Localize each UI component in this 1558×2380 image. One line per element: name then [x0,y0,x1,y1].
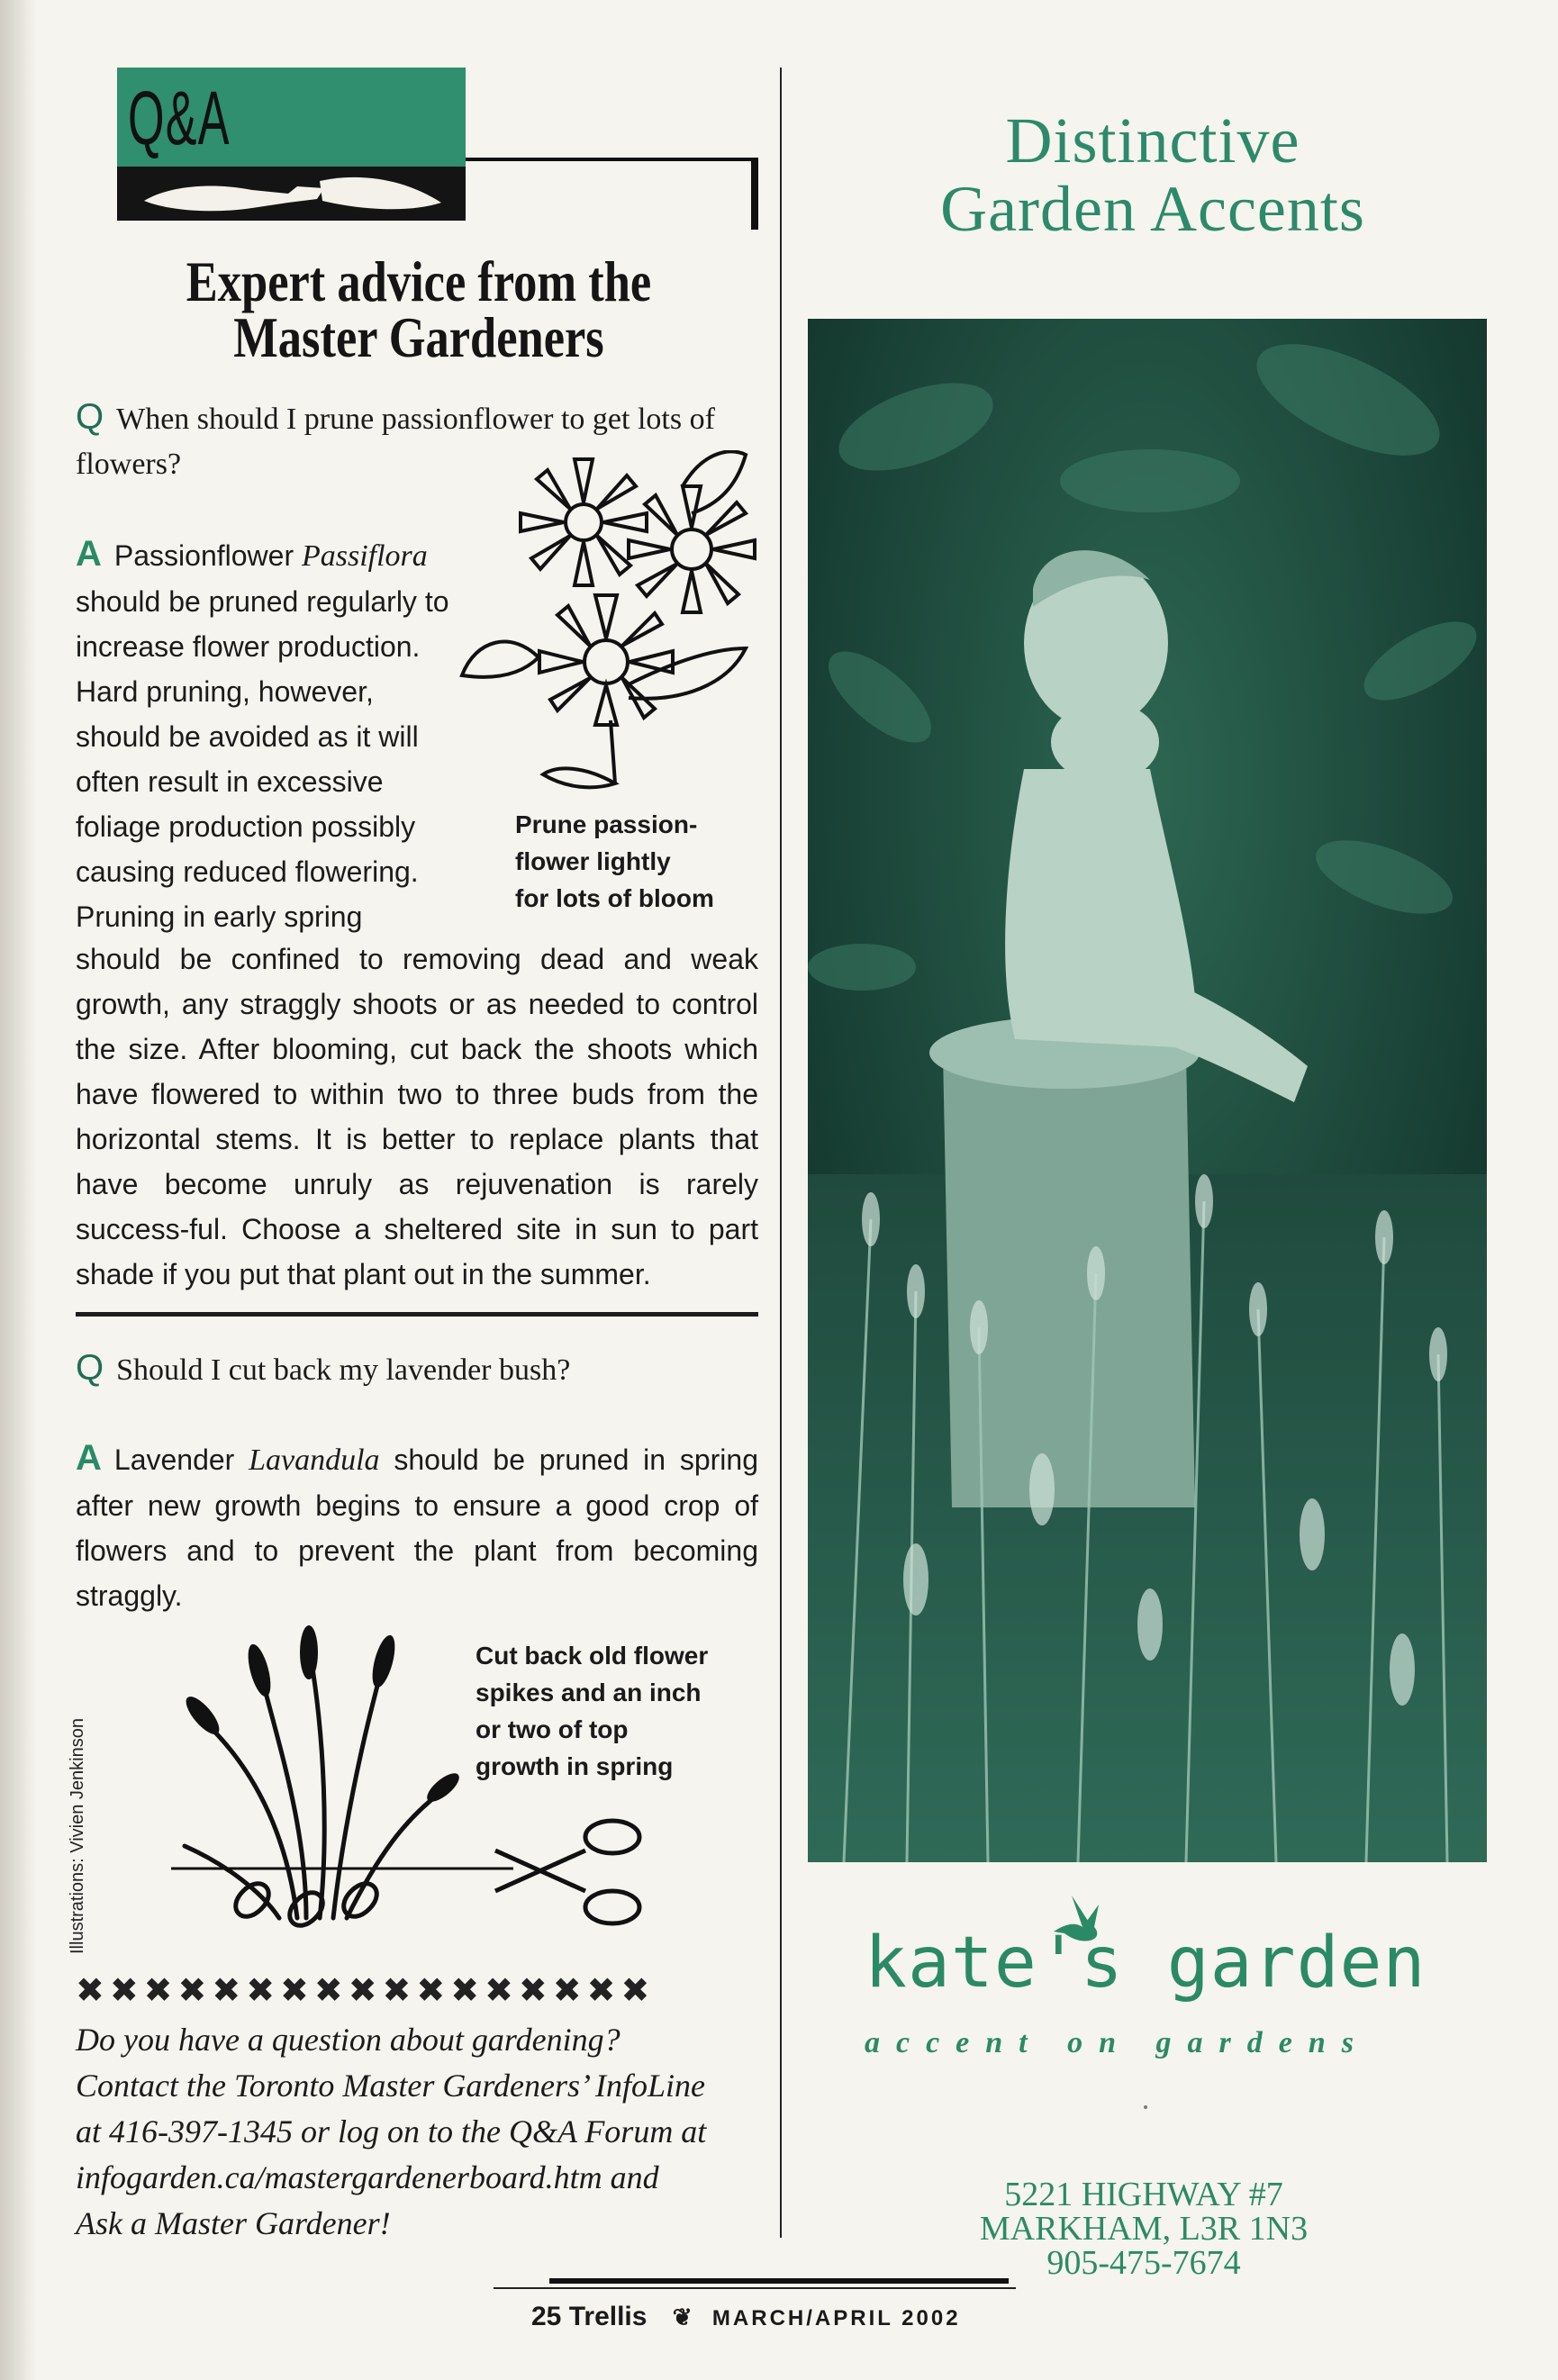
answer-2-latin: Lavandula [249,1443,380,1477]
phone-number: 905-475-7674 [1046,2244,1241,2282]
infoline-line: Ask a Master Gardener! [76,2205,391,2241]
caption-line: spikes and an inch [476,1679,702,1706]
header-rule [466,158,756,161]
header-rule-tick [751,158,758,230]
answer-1-line: Hard pruning, however, [76,675,374,708]
brand-name: kate's garden [865,1923,1427,2004]
qa-section-label: Q&A [128,76,231,160]
page-spine-shadow [0,0,36,2380]
caption-line: flower lightly [515,847,671,875]
answer-2 [76,1435,758,1618]
question-1-text: When should I prune passionflower to get lots of flowers? [76,403,715,481]
passionflower-illustration [457,450,774,797]
leaf-icon: ❦ [672,2303,693,2330]
illustration-credit: Illustrations: Vivien Jenkinson [68,1718,87,1954]
section-divider [76,1312,758,1317]
answer-2-lead: Lavender [113,1443,249,1476]
caption-line: Cut back old flower [476,1642,709,1670]
caption-line: growth in spring [476,1752,674,1780]
scissors-icon [495,1821,639,1923]
magazine-name: Trellis [568,2302,648,2331]
ad-title-line-2: Garden Accents [940,173,1365,245]
q-marker: Q [76,1348,104,1388]
headline-line-2: Master Gardeners [233,305,604,369]
answer-1-latin: Passiflora [301,539,428,573]
answer-2-rest: should be pruned in spring after new growth begins to ensure a good crop of flowers and to prevent the plant from becoming straggly. [76,1443,759,1612]
caption-line: for lots of bloom [515,884,714,912]
ad-title [811,106,1495,243]
answer-1-line: causing reduced flowering. [76,855,419,888]
page-number: 25 [531,2302,562,2331]
question-2 [76,1345,758,1393]
answer-1-line: foliage production possibly [76,810,416,843]
answer-1-line: increase flower production. [76,630,421,663]
page-footer [531,2302,1072,2332]
ad-address [865,2177,1423,2280]
answer-1-line: should be avoided as it will [76,720,419,753]
issue-date: MARCH/APRIL 2002 [711,2306,961,2330]
answer-1-line: Pruning in early spring [76,900,363,933]
passionflower-caption [515,806,714,917]
infoline-line: at 416-397-1345 or log on to the Q&A Forum at [76,2113,707,2149]
footer-rule [549,2278,1009,2284]
lavender-caption [476,1637,708,1785]
q-marker: Q [76,397,104,437]
answer-1-line: should be pruned regularly to [76,585,449,618]
trowel-icon [117,167,466,221]
brand-tagline: accent on gardens [865,2026,1370,2059]
infoline-callout [76,2017,769,2247]
qa-logo-green-band [117,68,466,167]
ad-title-line-1: Distinctive [1005,104,1300,176]
article-headline [171,249,666,369]
star-divider: ✖✖✖✖✖✖✖✖✖✖✖✖✖✖✖✖✖ [76,1970,656,2010]
infoline-line: infogarden.ca/mastergardenerboard.htm and [76,2159,659,2195]
address-line-2: MARKHAM, L3R 1N3 [979,2210,1309,2248]
answer-1-line: often result in excessive [76,765,384,798]
garden-statue-photo [808,319,1487,1862]
footer-rule-thin [494,2287,1016,2289]
headline-line-1: Expert advice from the [186,249,652,313]
a-marker: A [76,534,102,574]
answer-1-lead: Passionflower [113,539,302,572]
question-2-text: Should I cut back my lavender bush? [116,1353,571,1387]
caption-line: Prune passion- [515,810,698,838]
answer-1-rest: should be confined to removing dead and weak growth, any straggly shoots or as needed to control the size. After blooming, cut back the shoots which have flowered to within two to three buds from the horizontal stems. It is better to replace plants that have become unruly as rejuvenation is rarely success-ful. Choose a sheltered site in sun to part shade if you put that plant out in the summer. [76,943,758,1290]
decorative-dot [1144,2105,1147,2109]
infoline-line: Do you have a question about gardening? [76,2022,620,2058]
answer-1-line [76,531,454,579]
statue-photo [808,319,1487,1862]
caption-line: or two of top [476,1715,629,1743]
answer-1-continued [76,937,758,1297]
answer-1-wrap [76,531,454,939]
address-line-1: 5221 HIGHWAY #7 [1004,2176,1283,2213]
a-marker: A [76,1438,102,1478]
infoline-line: Contact the Toronto Master Gardeners’ InfoLine [76,2068,705,2104]
qa-logo-black-band [117,167,466,221]
qa-section-logo [117,68,466,221]
column-divider [780,68,782,2238]
